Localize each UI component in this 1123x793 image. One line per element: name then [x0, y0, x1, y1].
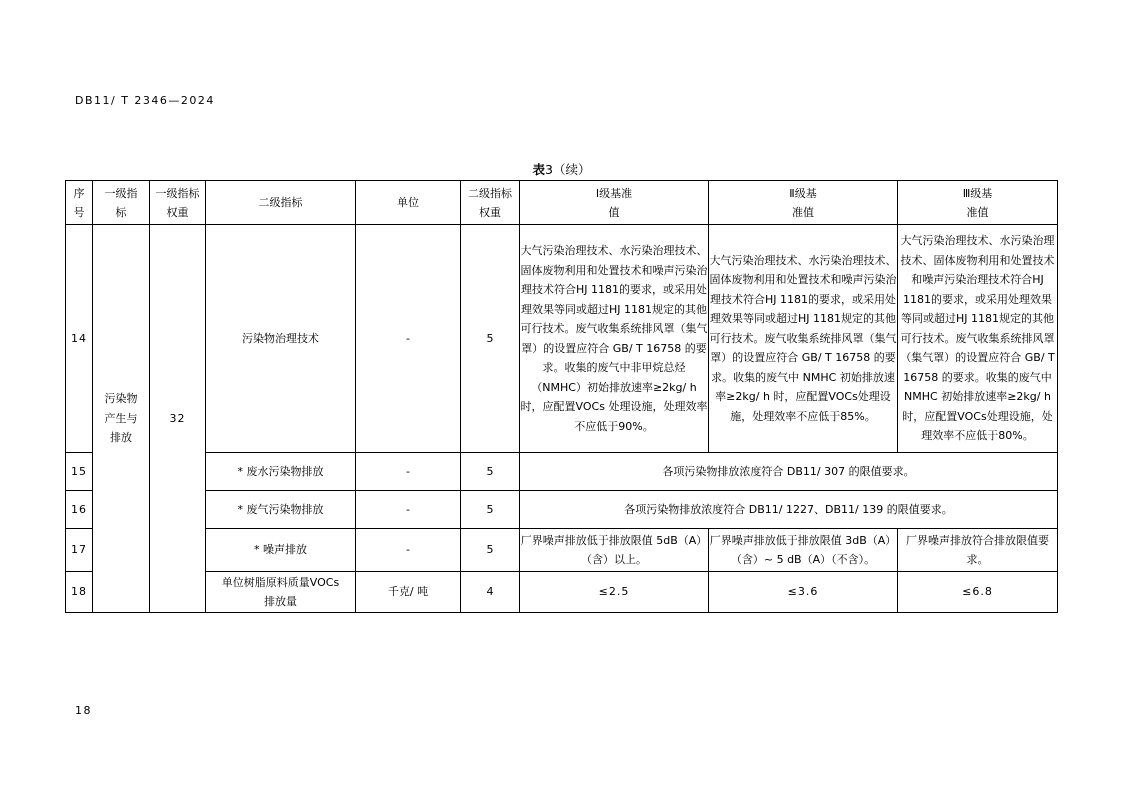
- row-merged-baseline: 各项污染物排放浓度符合 DB11/ 307 的限值要求。: [520, 453, 1058, 491]
- row-unit: -: [356, 491, 461, 529]
- row-level2-weight: 5: [461, 491, 520, 529]
- row-level2: 单位树脂原料质量VOCs 排放量: [206, 572, 356, 613]
- level1-weight: 32: [150, 225, 206, 613]
- document-code: DB11/ T 2346—2024: [75, 94, 215, 107]
- table-title: [0, 160, 1123, 178]
- table-row: [66, 453, 1058, 491]
- header-level1: 一级指标: [93, 181, 150, 225]
- table-row: [66, 491, 1058, 529]
- row-level2: * 废水污染物排放: [206, 453, 356, 491]
- row-grade3: ≤6.8: [898, 572, 1058, 613]
- row-seq: 15: [66, 453, 93, 491]
- header-level1-weight: 一级指标权重: [150, 181, 206, 225]
- row-unit: 千克/ 吨: [356, 572, 461, 613]
- row-unit: -: [356, 453, 461, 491]
- row-grade1: 厂界噪声排放低于排放限值 5dB（A）（含）以上。: [520, 529, 709, 572]
- row-seq: 18: [66, 572, 93, 613]
- header-unit: 单位: [356, 181, 461, 225]
- row-level2: * 废气污染物排放: [206, 491, 356, 529]
- header-grade3: Ⅲ级基准值: [898, 181, 1058, 225]
- indicator-table: [65, 180, 1058, 613]
- header-grade1: Ⅰ级基准值: [520, 181, 709, 225]
- table-title-rest: 3（续）: [545, 162, 591, 177]
- page-number: 18: [75, 704, 92, 717]
- row-level2: * 噪声排放: [206, 529, 356, 572]
- row-grade2: 大气污染治理技术、水污染治理技术、固体废物利用和处置技术和噪声污染治理技术符合HJ 1181的要求，或采用处理效果等同或超过HJ 1181规定的其他可行技术。废气收集系统排风罩（集气罩）的设置应符合 GB/ T 16758 的要求。收集的废气中 NMHC 初始排放速率≥2kg/ h 时，应配置VOCs处理设施，处理效率不应低于85%。: [709, 225, 898, 453]
- table-row: [66, 572, 1058, 613]
- row-level2-weight: 4: [461, 572, 520, 613]
- table-row: [66, 529, 1058, 572]
- row-seq: 16: [66, 491, 93, 529]
- row-grade3: 厂界噪声排放符合排放限值要求。: [898, 529, 1058, 572]
- row-level2-weight: 5: [461, 453, 520, 491]
- level1-indicator: 污染物产生与排放: [93, 225, 150, 613]
- row-grade3: 大气污染治理技术、水污染治理技术、固体废物利用和处置技术和噪声污染治理技术符合HJ 1181的要求，或采用处理效果等同或超过HJ 1181规定的其他可行技术。废气收集系统排风罩（集气罩）的设置应符合 GB/ T 16758 的要求。收集的废气中 NMHC 初始排放速率≥2kg/ h 时，应配置VOCs处理设施，处理效率不应低于80%。: [898, 225, 1058, 453]
- row-grade2: ≤3.6: [709, 572, 898, 613]
- row-level2-weight: 5: [461, 529, 520, 572]
- row-grade1: ≤2.5: [520, 572, 709, 613]
- row-grade1: 大气污染治理技术、水污染治理技术、固体废物利用和处置技术和噪声污染治理技术符合HJ 1181的要求，或采用处理效果等同或超过HJ 1181规定的其他可行技术。废气收集系统排风罩（集气罩）的设置应符合 GB/ T 16758 的要求。收集的废气中非甲烷总烃（NMHC）初始排放速率≥2kg/ h 时，应配置VOCs 处理设施，处理效率不应低于90%。: [520, 225, 709, 453]
- row-grade2: 厂界噪声排放低于排放限值 3dB（A）（含）~ 5 dB（A）（不含）。: [709, 529, 898, 572]
- row-level2: 污染物治理技术: [206, 225, 356, 453]
- row-seq: 14: [66, 225, 93, 453]
- row-merged-baseline: 各项污染物排放浓度符合 DB11/ 1227、DB11/ 139 的限值要求。: [520, 491, 1058, 529]
- row-level2-weight: 5: [461, 225, 520, 453]
- row-unit: -: [356, 529, 461, 572]
- header-seq: 序号: [66, 181, 93, 225]
- header-grade2: Ⅱ级基准值: [709, 181, 898, 225]
- header-level2: 二级指标: [206, 181, 356, 225]
- table-row: [66, 225, 1058, 453]
- row-seq: 17: [66, 529, 93, 572]
- table-title-bold: 表: [532, 162, 546, 177]
- header-level2-weight: 二级指标权重: [461, 181, 520, 225]
- row-unit: -: [356, 225, 461, 453]
